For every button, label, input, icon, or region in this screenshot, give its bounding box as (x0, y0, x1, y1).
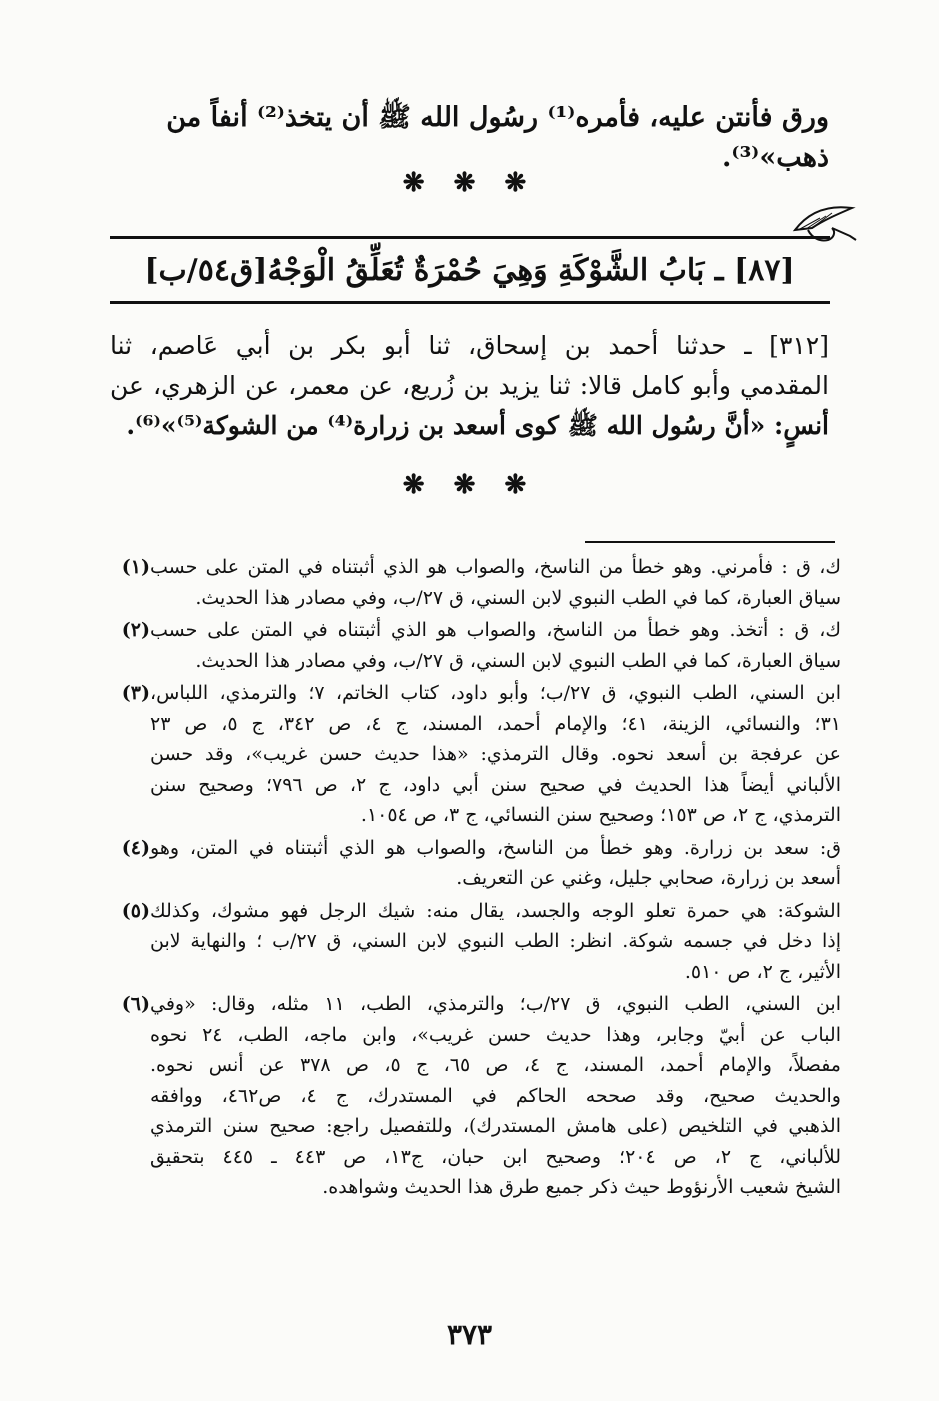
footnote-line: الترمذي، ج ٢، ص ١٥٣؛ وصحيح سنن النسائي، ج ٣، ص ١٠٥٤. (360, 804, 841, 826)
footnote (110, 896, 841, 988)
hadith-text (110, 326, 829, 446)
footnote-text (150, 989, 841, 1203)
footnote-line: عن عرفجة بن أسعد نحوه. وقال الترمذي: «هذا حديث حسن غريب»، وقد حسن (150, 743, 841, 765)
footnote-number: (٥) (121, 899, 150, 922)
footnote-number: (٣) (121, 682, 150, 704)
chapter-heading-top-rule (110, 236, 830, 239)
footnote-number: (٦) (121, 993, 150, 1015)
footnote (110, 833, 841, 894)
footnote (110, 989, 841, 1203)
footnote-line: والحديث صحيح، وقد صححه الحاكم في المستدرك، ج ٤، ص٤٦٢، ووافقه (150, 1084, 841, 1107)
footnote-number: (٢) (121, 619, 150, 641)
footnote-line: الشيخ شعيب الأرنؤوط حيث ذكر جميع طرق هذا الحديث وشواهده. (322, 1176, 841, 1198)
footnote-text (150, 833, 841, 894)
footnote-line: الباب عن أبيّ وجابر، وهذا حديث حسن غريب»، وابن ماجه، الطب، ٢٤ نحوه (150, 1023, 842, 1046)
footnote-text (150, 678, 841, 831)
hadith-line: المقدمي وأبو كامل قالا: ثنا يزيد بن زُريع، عن معمر، عن الزهري، عن (110, 371, 829, 400)
footnote-number: (٤) (121, 836, 150, 859)
footnote (110, 615, 841, 676)
footnote-line: للألباني، ج ٢، ص ٢٠٤؛ وصحيح ابن حبان، ج١٣، ص ٤٤٣ ـ ٤٤٥ بتحقيق (150, 1145, 841, 1168)
hadith-line: أنسٍ: «أنَّ رسُول الله ﷺ كوى أسعد بن زرارة⁽⁴⁾ من الشوكة⁽⁵⁾»⁽⁶⁾. (126, 411, 829, 440)
footnote-line: إذا دخل في جسمه شوكة. انظر: الطب النبوي لابن السني، ق ٢٧/ب ؛ والنهاية لابن (150, 930, 841, 952)
footnote-text (150, 896, 841, 988)
footnote-line: الألباني أيضاً هذا الحديث في صحيح سنن أبي داود، ج ٢، ص ٧٩٦؛ وصحيح سنن (150, 773, 841, 796)
footnote-text (150, 552, 841, 613)
chapter-heading-bottom-rule (110, 301, 830, 304)
footnote-line: ك، ق : فأمرني. وهو خطأ من الناسخ، والصواب هو الذي أثبتناه في المتن على حسب (150, 556, 841, 578)
footnote-line: مفصلاً، والإمام أحمد، المسند، ج ٤، ص ٦٥، ج ٥، ص ٣٧٨ عن أنس نحوه. (150, 1054, 841, 1076)
continued-hadith-line: ورق فأنتن عليه، فأمره⁽¹⁾ رسُول الله ﷺ أن يتخذ⁽²⁾ أنفاً من ذهب»⁽³⁾. (166, 102, 829, 173)
chapter-heading: [٨٧] ـ بَابُ الشَّوْكَةِ وَهِيَ حُمْرَةٌ تُعَلِّقُ الْوَجْهُ[ق٥٤/ب] (144, 253, 795, 288)
footnote-line: الشوكة: هي حمرة تعلو الوجه والجسد، يقال منه: شيك الرجل فهو مشوك، وكذلك (150, 899, 841, 922)
section-separator: ❋ ❋ ❋ (402, 168, 537, 198)
footnote-line: ٣١؛ والنسائي، الزينة، ٤١؛ والإمام أحمد، المسند، ج ٤، ص ٣٤٢، ج ٥، ص ٢٣ (150, 712, 842, 735)
page-number: ٣٧٣ (446, 1318, 493, 1351)
footnote-line: ك، ق : أتخذ. وهو خطأ من الناسخ، والصواب هو الذي أثبتناه في المتن على حسب (150, 619, 841, 641)
footnote (110, 552, 841, 613)
hadith-line: [٣١٢] ـ حدثنا أحمد بن إسحاق، ثنا أبو بكر بن أبي عَاصم، ثنا (110, 331, 829, 360)
footnotes (110, 552, 841, 1205)
footnote-line: ق: سعد بن زرارة. وهو خطأ من الناسخ، والصواب هو الذي أثبتناه في المتن، وهو (150, 836, 841, 859)
footnote-line: ابن السني، الطب النبوي، ق ٢٧/ب؛ والترمذي، الطب، ١١ مثله، وقال: «وفي (150, 993, 841, 1015)
footnote-line: أسعد بن زرارة، صحابي جليل، وغني عن التعريف. (456, 867, 841, 889)
footnote-rule (585, 541, 835, 543)
section-separator: ❋ ❋ ❋ (402, 470, 537, 500)
footnote-line: سياق العبارة، كما في الطب النبوي لابن السني، ق ٢٧/ب، وفي مصادر هذا الحديث. (195, 586, 841, 609)
footnote-line: الأثير، ج ٢، ص ٥١٠. (684, 960, 841, 983)
footnote-text (150, 615, 841, 676)
footnote-number: (١) (121, 556, 150, 578)
footnote-line: سياق العبارة، كما في الطب النبوي لابن السني، ق ٢٧/ب، وفي مصادر هذا الحديث. (195, 649, 841, 672)
footnote (110, 678, 841, 831)
footnote-line: الذهبي في التلخيص (على هامش المستدرك)، وللتفصيل راجع: صحيح سنن الترمذي (150, 1115, 841, 1137)
quill-hand-icon (790, 200, 860, 250)
footnote-line: ابن السني، الطب النبوي، ق ٢٧/ب؛ وأبو داود، كتاب الخاتم، ٧؛ والترمذي، اللباس، (150, 682, 841, 704)
